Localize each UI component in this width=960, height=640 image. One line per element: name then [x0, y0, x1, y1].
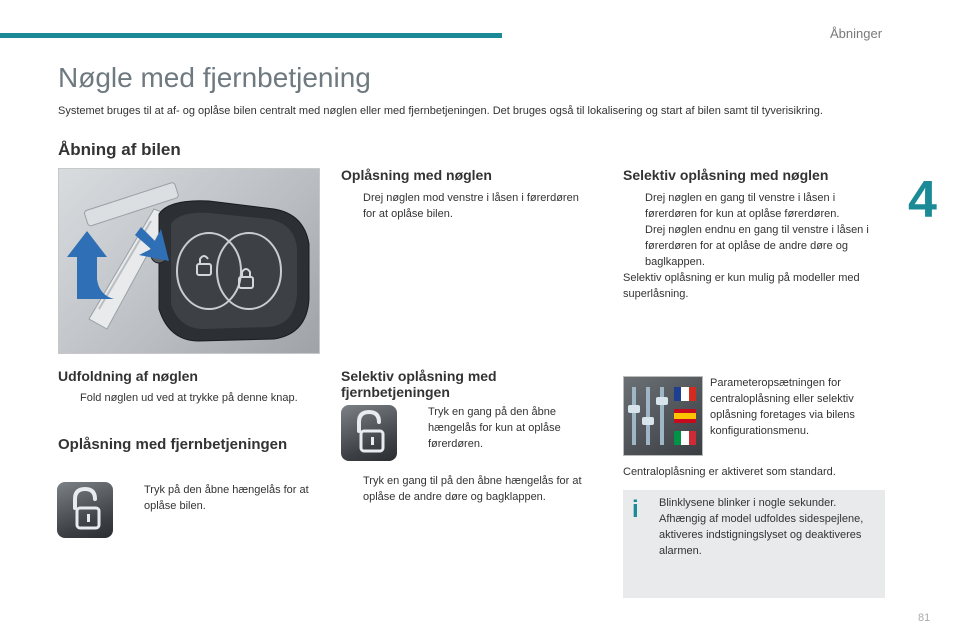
step-selective-remote-1: [406, 404, 586, 452]
info-icon: i: [632, 496, 639, 523]
step-text: Drej nøglen endnu en gang til venstre i låsen i førerdøren for at oplåse de andre døre og baglkappen.: [645, 224, 869, 268]
heading-line-2: fjernbetjeningen: [341, 384, 450, 400]
chapter-number: 4: [908, 171, 937, 229]
step-selective-key-2: [623, 222, 873, 270]
heading-unfold-key: Udfoldning af nøglen: [58, 368, 198, 384]
heading-key-unlock: Oplåsning med nøglen: [341, 167, 492, 183]
info-box-text: Blinklysene blinker i nogle sekunder. Afhængig af model udfoldes sidespejlene, aktiveres indstigningslyset og deaktiveres alarmen.: [659, 497, 864, 557]
step-selective-key-1: [623, 190, 873, 222]
selective-key-note: Selektiv oplåsning er kun mulig på modeller med superlåsning.: [623, 272, 860, 300]
page-title: Nøgle med fjernbetjening: [58, 62, 371, 93]
step-text: Fold nøglen ud ved at trykke på denne knap.: [80, 392, 298, 404]
remote-key-illustration: [59, 169, 319, 353]
configuration-menu-image: [623, 376, 703, 456]
step-text: Drej nøglen mod venstre i låsen i førerdøren for at oplåse bilen.: [363, 192, 579, 220]
section-heading-opening: Åbning af bilen: [58, 140, 181, 159]
step-text: Tryk en gang til på den åbne hængelås for at oplåse de andre døre og bagklappen.: [363, 475, 582, 503]
heading-remote-unlock: Oplåsning med fjernbetjeningen: [58, 436, 288, 453]
remote-key-image: [58, 168, 320, 354]
step-text: Tryk på den åbne hængelås for at oplåse bilen.: [144, 484, 309, 512]
open-padlock-button-image-2: [341, 405, 397, 461]
intro-paragraph: Systemet bruges til at af- og oplåse bilen centralt med nøglen eller med fjernbetjeningen. Det bruges også til lokalisering og start af bilen samt til tyverisikring.: [58, 105, 823, 117]
open-padlock-button-image: [57, 482, 113, 538]
section-label: Åbninger: [830, 26, 883, 41]
configuration-sliders-flags-icon: [624, 377, 702, 455]
step-remote-unlock: [122, 482, 322, 514]
configuration-text: Parameteropsætningen for centraloplåsning eller selektiv oplåsning foretages via bilens konfigurationsmenu.: [710, 377, 855, 437]
heading-line-1: Selektiv oplåsning med: [341, 368, 497, 384]
heading-selective-remote: [341, 368, 497, 400]
standard-setting-note: Centraloplåsning er aktiveret som standard.: [623, 466, 836, 478]
open-padlock-icon: [57, 482, 113, 538]
open-padlock-icon: [341, 405, 397, 461]
step-text: Drej nøglen en gang til venstre i låsen i førerdøren for kun at oplåse førerdøren.: [645, 192, 840, 220]
heading-selective-key: Selektiv oplåsning med nøglen: [623, 167, 829, 183]
step-text: Tryk en gang på den åbne hængelås for kun at oplåse førerdøren.: [428, 406, 561, 450]
step-key-unlock: [341, 190, 581, 222]
step-unfold-key: [58, 390, 308, 406]
header-accent-bar: [0, 33, 502, 38]
page-number: 81: [918, 612, 931, 624]
step-selective-remote-2: [341, 473, 601, 505]
